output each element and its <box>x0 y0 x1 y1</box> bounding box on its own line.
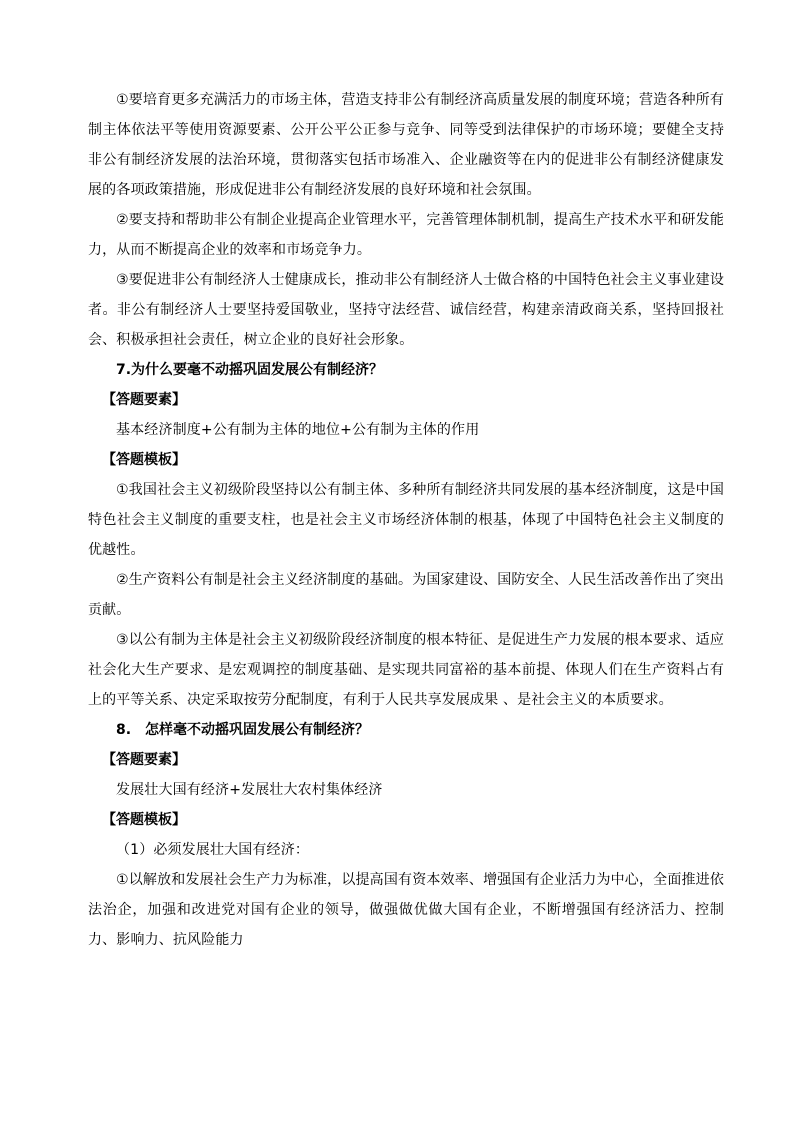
q8-template-label: 【答题模板】 <box>102 812 186 828</box>
q8-elements: 发展壮大国有经济+发展壮大农村集体经济 <box>116 782 383 798</box>
q7-elements-label: 【答题要素】 <box>102 392 186 408</box>
q7-elements: 基本经济制度+公有制为主体的地位+公有制为主体的作用 <box>116 422 480 438</box>
q7-answer-2: ②生产资料公有制是社会主义经济制度的基础。为国家建设、国防安全、人民生活改善作出了突出贡献。 <box>88 572 724 618</box>
paragraph-3: ③要促进非公有制经济人士健康成长，推动非公有制经济人士做合格的中国特色社会主义事业建设者。非公有制经济人士要坚持爱国敬业，坚持守法经营、诚信经营，构建亲清政商关系，坚持回报社会、积极承担社会责任，树立企业的良好社会形象。 <box>88 272 724 348</box>
q7-template-label: 【答题模板】 <box>102 452 186 468</box>
paragraph-2: ②要支持和帮助非公有制企业提高企业管理水平，完善管理体制机制，提高生产技术水平和研发能力，从而不断提高企业的效率和市场竞争力。 <box>88 212 724 258</box>
q8-answer-1: ①以解放和发展社会生产力为标准，以提高国有资本效率、增强国有企业活力为中心，全面推进依法治企，加强和改进党对国有企业的领导，做强做优做大国有企业，不断增强国有经济活力、控制力、影响力、抗风险能力 <box>88 872 724 948</box>
document-body <box>88 85 724 955</box>
q8-elements-label: 【答题要素】 <box>102 752 186 768</box>
question-8-heading: 8. 怎样毫不动摇巩固发展公有制经济？ <box>116 722 370 738</box>
paragraph-1: ①要培育更多充满活力的市场主体，营造支持非公有制经济高质量发展的制度环境；营造各种所有制主体依法平等使用资源要素、公开公平公正参与竞争、同等受到法律保护的市场环境；要健全支持非公有制经济发展的法治环境，贯彻落实包括市场准入、企业融资等在内的促进非公有制经济健康发展的各项政策措施，形成促进非公有制经济发展的良好环境和社会氛围。 <box>88 92 724 198</box>
question-7-heading: 7.为什么要毫不动摇巩固发展公有制经济？ <box>116 362 384 378</box>
q7-answer-3: ③以公有制为主体是社会主义初级阶段经济制度的根本特征、是促进生产力发展的根本要求、适应社会化大生产要求、是宏观调控的制度基础、是实现共同富裕的基本前提、体现人们在生产资料占有上的平等关系、决定采取按劳分配制度，有利于人民共享发展成果 、是社会主义的本质要求。 <box>88 632 724 708</box>
q8-subheading-1: （1）必须发展壮大国有经济： <box>116 842 310 858</box>
q7-answer-1: ①我国社会主义初级阶段坚持以公有制主体、多种所有制经济共同发展的基本经济制度，这是中国特色社会主义制度的重要支柱，也是社会主义市场经济体制的根基，体现了中国特色社会主义制度的优越性。 <box>88 482 724 558</box>
